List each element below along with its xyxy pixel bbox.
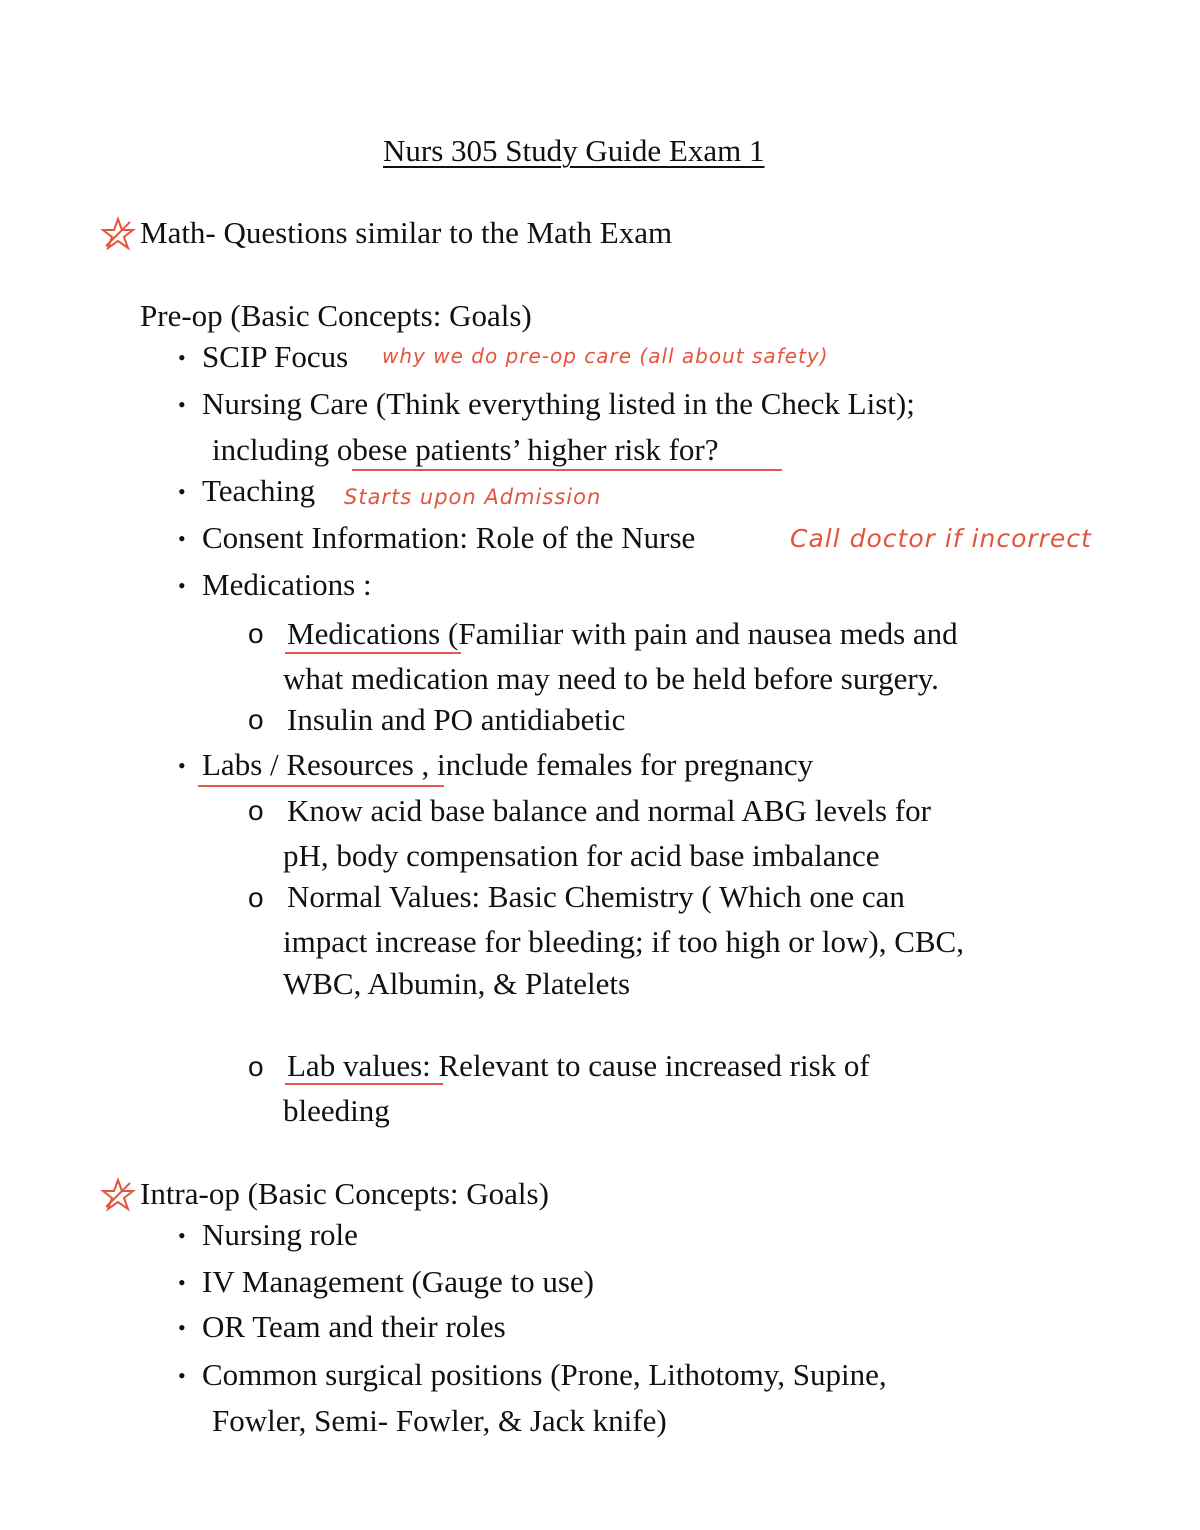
red-underline: [285, 652, 461, 654]
bullet-icon: •: [178, 479, 186, 504]
sub-bullet-icon: o: [248, 795, 264, 826]
scip-handwritten-note: why we do pre-op care (all about safety): [382, 344, 829, 368]
red-underline: [352, 469, 782, 471]
consent-item: Consent Information: Role of the Nurse: [202, 520, 696, 555]
intraop-item: OR Team and their roles: [202, 1309, 506, 1344]
nursing-care-continuation: including obese patients’ higher risk for?: [212, 432, 719, 467]
bullet-icon: •: [178, 392, 186, 417]
bullet-icon: •: [178, 1315, 186, 1340]
lab-values-continuation: bleeding: [283, 1093, 390, 1128]
sub-bullet-icon: o: [248, 618, 264, 649]
medications-item: Medications :: [202, 567, 372, 602]
red-underline: [198, 785, 444, 787]
intraop-item: IV Management (Gauge to use): [202, 1264, 594, 1299]
sub-bullet-icon: o: [248, 1051, 264, 1082]
sub-bullet-icon: o: [248, 704, 264, 735]
red-underline: [285, 1083, 443, 1085]
star-icon: [100, 1177, 136, 1213]
intraop-heading: Intra-op (Basic Concepts: Goals): [140, 1176, 549, 1211]
math-heading: Math- Questions similar to the Math Exam: [140, 215, 673, 250]
intraop-item: Nursing role: [202, 1217, 358, 1252]
bullet-icon: •: [178, 1363, 186, 1388]
bullet-icon: •: [178, 345, 186, 370]
abg-subitem-continuation: pH, body compensation for acid base imbalance: [283, 838, 880, 873]
normal-values-continuation: WBC, Albumin, & Platelets: [283, 966, 631, 1001]
bullet-icon: •: [178, 526, 186, 551]
star-icon: [100, 216, 136, 252]
scip-item: SCIP Focus: [202, 339, 349, 374]
teaching-item: Teaching: [202, 473, 316, 508]
lab-values-subitem: Lab values: Relevant to cause increased risk of: [287, 1048, 870, 1083]
page-title: Nurs 305 Study Guide Exam 1: [383, 133, 765, 168]
normal-values-continuation: impact increase for bleeding; if too high or low), CBC,: [283, 924, 964, 959]
normal-values-subitem: Normal Values: Basic Chemistry ( Which one can: [287, 879, 905, 914]
bullet-icon: •: [178, 753, 186, 778]
nursing-care-item: Nursing Care (Think everything listed in the Check List);: [202, 386, 915, 421]
teaching-handwritten-note: Starts upon Admission: [344, 485, 602, 509]
labs-item: Labs / Resources , include females for pregnancy: [202, 747, 814, 782]
obese-risk-text: obese patients’ higher risk for?: [336, 432, 719, 467]
sub-bullet-icon: o: [248, 882, 264, 913]
lab-values-underlined-text: Lab values: [287, 1048, 423, 1083]
labs-underlined-text: Labs / Resources: [202, 747, 414, 782]
insulin-subitem: Insulin and PO antidiabetic: [287, 702, 626, 737]
bullet-icon: •: [178, 1270, 186, 1295]
bullet-icon: •: [178, 573, 186, 598]
bullet-icon: •: [178, 1223, 186, 1248]
intraop-item: Common surgical positions (Prone, Lithotomy, Supine,: [202, 1357, 887, 1392]
medications-underlined-text: Medications: [287, 616, 441, 651]
medications-subitem: Medications (Familiar with pain and nausea meds and: [287, 616, 958, 651]
abg-subitem: Know acid base balance and normal ABG levels for: [287, 793, 931, 828]
intraop-item-continuation: Fowler, Semi- Fowler, & Jack knife): [212, 1403, 667, 1438]
medications-subitem-continuation: what medication may need to be held before surgery.: [283, 661, 939, 696]
consent-handwritten-note: Call doctor if incorrect: [790, 524, 1092, 553]
preop-heading: Pre-op (Basic Concepts: Goals): [140, 298, 532, 333]
